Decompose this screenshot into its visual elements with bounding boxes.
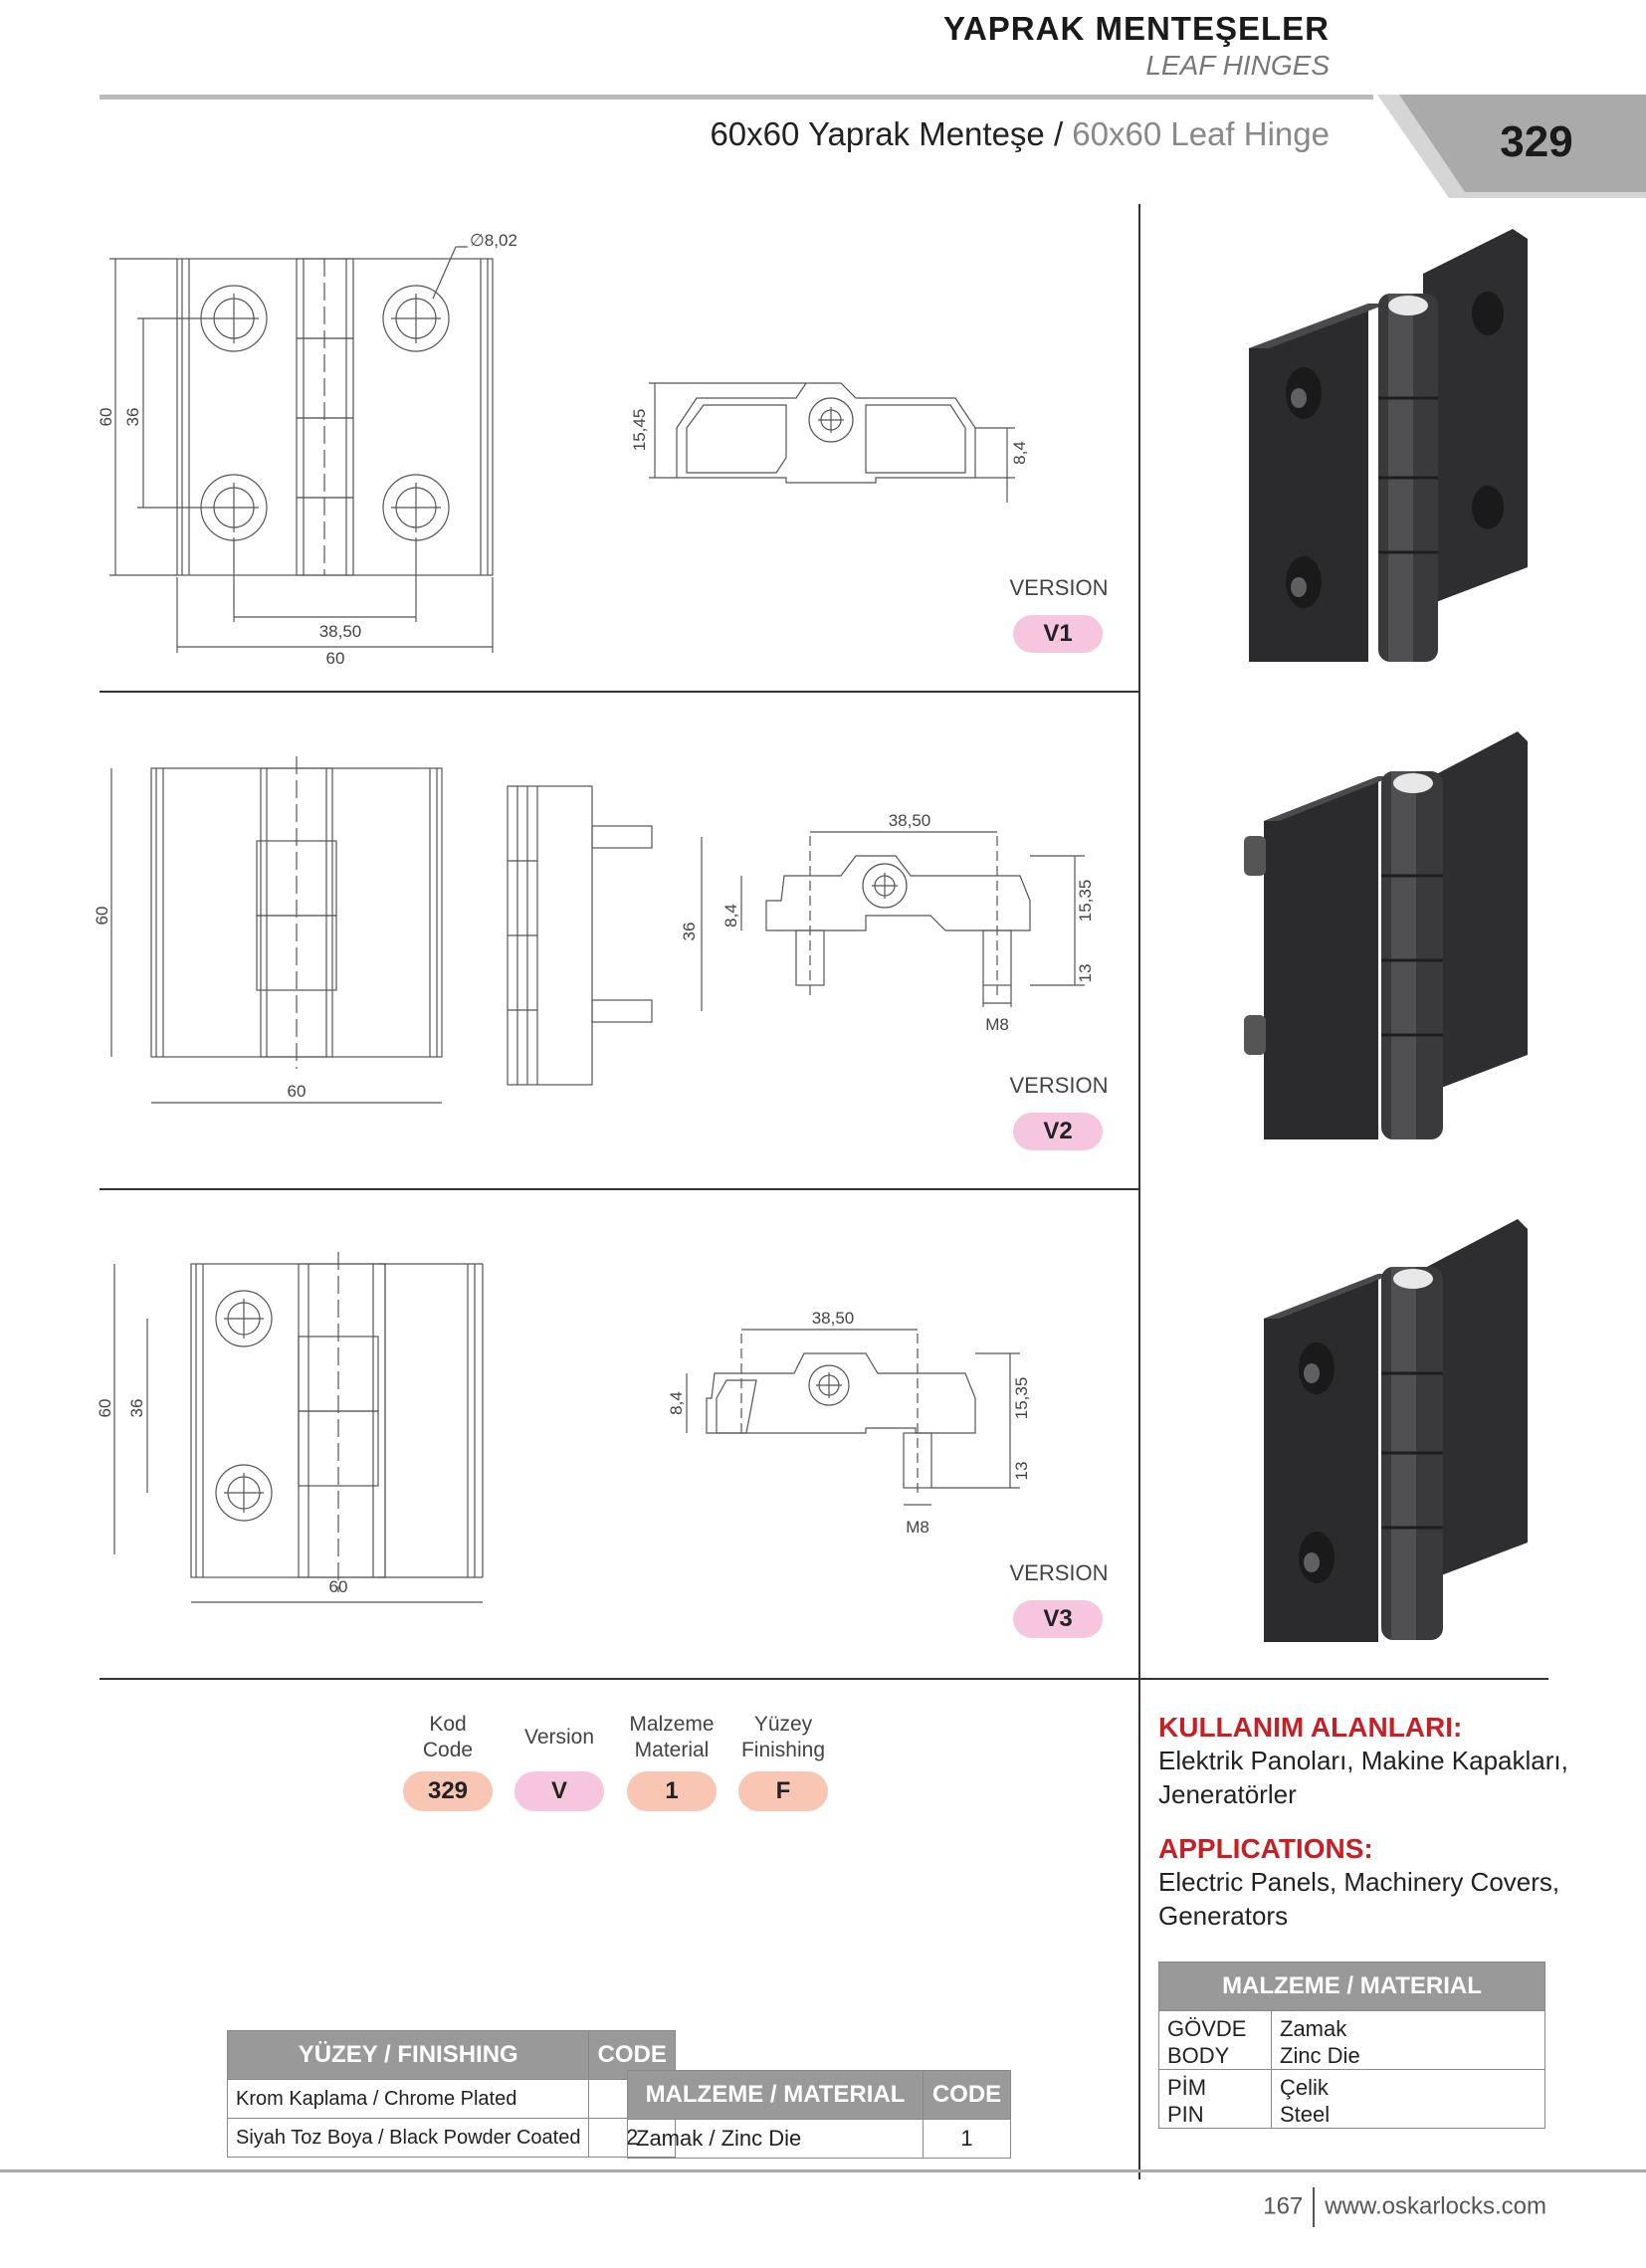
table-row: PİM PIN Çelik Steel xyxy=(1159,2070,1545,2129)
v3-dim-thickness: 15,35 xyxy=(1012,1376,1031,1420)
table-row: GÖVDE BODY Zamak Zinc Die xyxy=(1159,2011,1545,2070)
v3-dim-thread: M8 xyxy=(906,1518,929,1537)
dim-hole-diameter: ∅8,02 xyxy=(470,231,517,250)
column-divider xyxy=(1138,204,1140,2179)
table-row: Zamak / Zinc Die 1 xyxy=(628,2120,1011,2159)
product-number-tab xyxy=(1377,95,1646,198)
usage-block xyxy=(1158,1712,1626,1933)
finishing-table-code-header: CODE xyxy=(589,2031,675,2080)
v3-product-photo xyxy=(1249,1209,1547,1652)
usage-text-en-1: Electric Panels, Machinery Covers, xyxy=(1158,1867,1560,1897)
dim-width: 60 xyxy=(325,649,345,668)
material-table xyxy=(1158,1961,1545,2129)
v2-dim-thickness: 15,35 xyxy=(1076,879,1095,923)
code-value-kod: 329 xyxy=(403,1771,493,1811)
section-divider xyxy=(100,691,1138,693)
page-number: 167 xyxy=(1263,2192,1304,2220)
v2-dim-stud-h: 38,50 xyxy=(888,811,931,830)
version-label-2: VERSION xyxy=(1009,1073,1109,1098)
section-divider xyxy=(100,1188,1138,1190)
category-title: YAPRAK MENTEŞELER xyxy=(942,10,1330,47)
usage-text-tr-1: Elektrik Panoları, Makine Kapakları, xyxy=(1158,1746,1568,1775)
v2-dim-width: 60 xyxy=(287,1082,307,1101)
v3-technical-drawing xyxy=(96,1244,1134,1612)
version-label-1: VERSION xyxy=(1009,575,1109,600)
v3-dim-height: 60 xyxy=(96,1398,114,1418)
dim-leaf-thickness: 8,4 xyxy=(1010,441,1029,465)
dim-thickness: 15,45 xyxy=(630,408,649,452)
dim-height: 60 xyxy=(97,407,115,427)
version-badge-v1: V1 xyxy=(1013,615,1103,653)
version-label-3: VERSION xyxy=(1009,1560,1109,1585)
code-value-version: V xyxy=(514,1771,604,1811)
v3-dim-leaf: 8,4 xyxy=(667,1391,686,1415)
v2-dim-thread: M8 xyxy=(985,1015,1009,1034)
v1-technical-drawing xyxy=(97,219,1134,668)
product-title: 60x60 Yaprak Menteşe / 60x60 Leaf Hinge xyxy=(710,115,1330,152)
version-badge-v2: V2 xyxy=(1013,1113,1103,1150)
v3-dim-stud-h: 38,50 xyxy=(811,1309,855,1328)
usage-text-en-2: Generators xyxy=(1158,1901,1289,1931)
material-code-table-code-header: CODE xyxy=(924,2071,1011,2120)
footer-divider xyxy=(0,2169,1646,2172)
v2-dim-height: 60 xyxy=(93,906,111,926)
finishing-table xyxy=(227,2030,676,2158)
footer xyxy=(1263,2187,1546,2227)
v2-dim-stud-spacing: 36 xyxy=(680,922,699,941)
v3-dim-hole-spacing: 36 xyxy=(127,1398,146,1418)
code-column-kod: Kod Code 329 xyxy=(403,1712,493,1811)
v3-dim-stud-length: 13 xyxy=(1012,1461,1031,1481)
usage-heading-tr: KULLANIM ALANLARI: xyxy=(1158,1712,1463,1743)
usage-heading-en: APPLICATIONS: xyxy=(1158,1833,1373,1864)
v2-technical-drawing xyxy=(93,736,1134,1115)
table-row: Krom Kaplama / Chrome Plated xyxy=(228,2080,676,2119)
category-subtitle: LEAF HINGES xyxy=(1145,50,1330,81)
product-number: 329 xyxy=(1500,117,1573,166)
material-table-header: MALZEME / MATERIAL xyxy=(1159,1962,1545,2011)
v2-dim-stud-length: 13 xyxy=(1076,963,1095,983)
finishing-table-header: YÜZEY / FINISHING xyxy=(228,2031,589,2080)
dim-hole-spacing-v: 36 xyxy=(123,407,142,427)
version-badge-v3: V3 xyxy=(1013,1600,1103,1638)
v1-product-photo xyxy=(1249,224,1547,662)
code-value-finishing: F xyxy=(738,1771,828,1811)
v2-product-photo xyxy=(1239,722,1547,1159)
v2-dim-leaf: 8,4 xyxy=(721,904,740,928)
section-divider xyxy=(100,1678,1548,1680)
code-column-material: Malzeme Material 1 xyxy=(627,1712,717,1811)
code-column-finishing: Yüzey Finishing F xyxy=(738,1712,828,1811)
usage-text-tr-2: Jeneratörler xyxy=(1158,1779,1297,1809)
code-value-material: 1 xyxy=(627,1771,717,1811)
header-divider xyxy=(100,95,1373,100)
material-code-table-header: MALZEME / MATERIAL xyxy=(628,2071,924,2120)
table-row: Siyah Toz Boya / Black Powder Coated 2 xyxy=(228,2119,676,2158)
website-link[interactable]: www.oskarlocks.com xyxy=(1325,2192,1546,2220)
v3-dim-width: 60 xyxy=(328,1577,348,1596)
dim-hole-spacing-h: 38,50 xyxy=(318,622,362,641)
material-code-table xyxy=(627,2070,1011,2159)
code-column-version: Version V xyxy=(514,1712,604,1811)
